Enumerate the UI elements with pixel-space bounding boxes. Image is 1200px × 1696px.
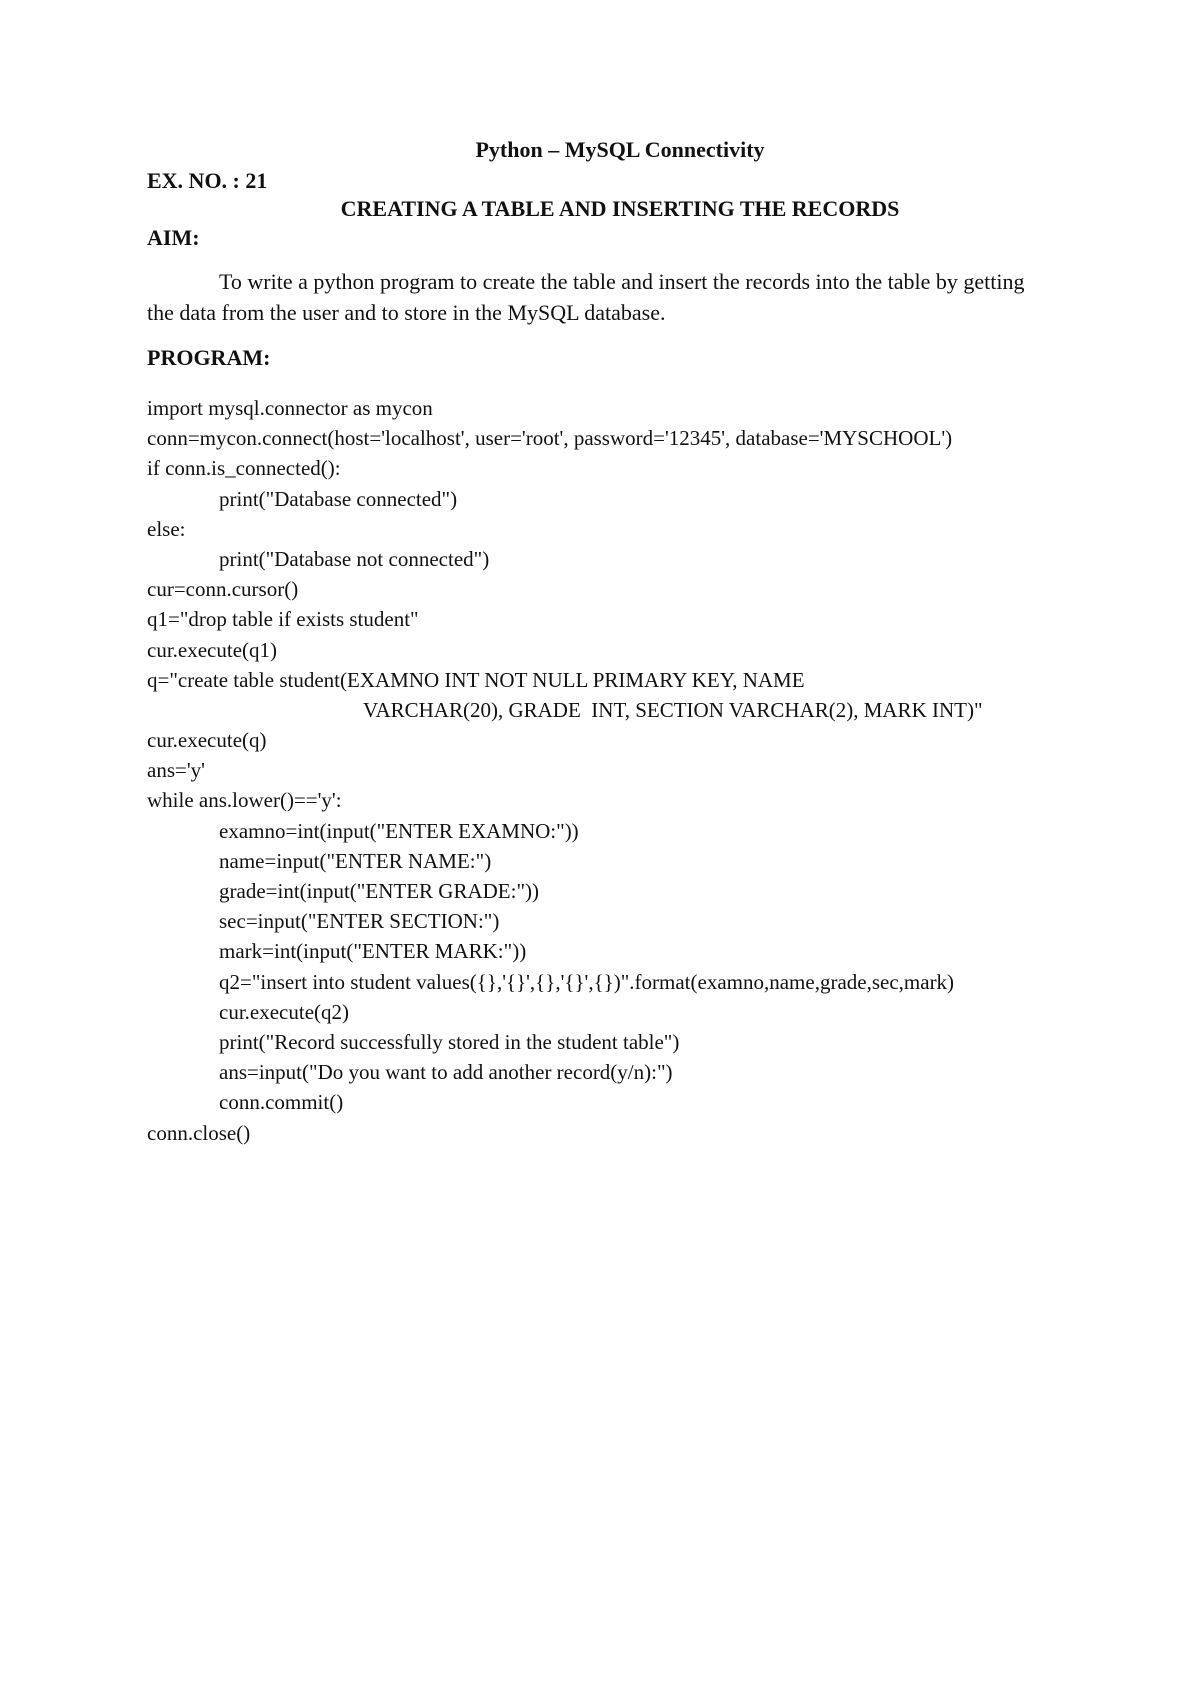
aim-label: AIM: <box>147 225 200 250</box>
code-line: mark=int(input("ENTER MARK:")) <box>219 939 527 964</box>
code-line: print("Database connected") <box>219 486 458 511</box>
code-line: grade=int(input("ENTER GRADE:")) <box>219 879 540 903</box>
code-line: ans=input("Do you want to add another record(y/n):") <box>219 1060 673 1085</box>
exercise-number: EX. NO. : 21 <box>147 168 268 193</box>
code-line: q2="insert into student values({},'{}',{},'{}',{})".format(examno,name,grade,sec,mark) <box>219 969 955 994</box>
code-line: import mysql.connector as mycon <box>147 396 433 420</box>
code-line: cur.execute(q2) <box>219 999 350 1024</box>
code-line: print("Database not connected") <box>219 546 490 571</box>
exercise-heading: CREATING A TABLE AND INSERTING THE RECORDS <box>340 196 900 221</box>
page-title: Python – MySQL Connectivity <box>475 137 765 162</box>
code-line: conn=mycon.connect(host='localhost', user='root', password='12345', database='MYSCHOOL') <box>147 426 953 451</box>
code-line: print("Record successfully stored in the student table") <box>219 1029 680 1054</box>
aim-text: To write a python program to create the table and insert the records into the table by getting the data from the user and to store in the MySQL database. <box>147 269 1025 325</box>
program-code <box>147 393 1147 1148</box>
code-line: while ans.lower()=='y': <box>147 788 342 813</box>
program-label: PROGRAM: <box>147 345 271 370</box>
code-line: cur=conn.cursor() <box>147 577 299 602</box>
code-line: ans='y' <box>147 758 205 783</box>
code-line: q1="drop table if exists student" <box>147 607 419 632</box>
code-line: conn.commit() <box>219 1090 344 1115</box>
code-line: name=input("ENTER NAME:") <box>219 848 492 873</box>
code-line: conn.close() <box>147 1120 251 1145</box>
code-line: if conn.is_connected(): <box>147 456 341 481</box>
code-line: examno=int(input("ENTER EXAMNO:")) <box>219 818 579 843</box>
code-line: cur.execute(q) <box>147 728 267 753</box>
code-line: q="create table student(EXAMNO INT NOT NULL PRIMARY KEY, NAME <box>147 667 805 692</box>
code-line: else: <box>147 516 186 541</box>
code-line: cur.execute(q1) <box>147 637 278 662</box>
code-line: sec=input("ENTER SECTION:") <box>219 909 500 934</box>
code-line: VARCHAR(20), GRADE INT, SECTION VARCHAR(2), MARK INT)" <box>363 697 983 722</box>
